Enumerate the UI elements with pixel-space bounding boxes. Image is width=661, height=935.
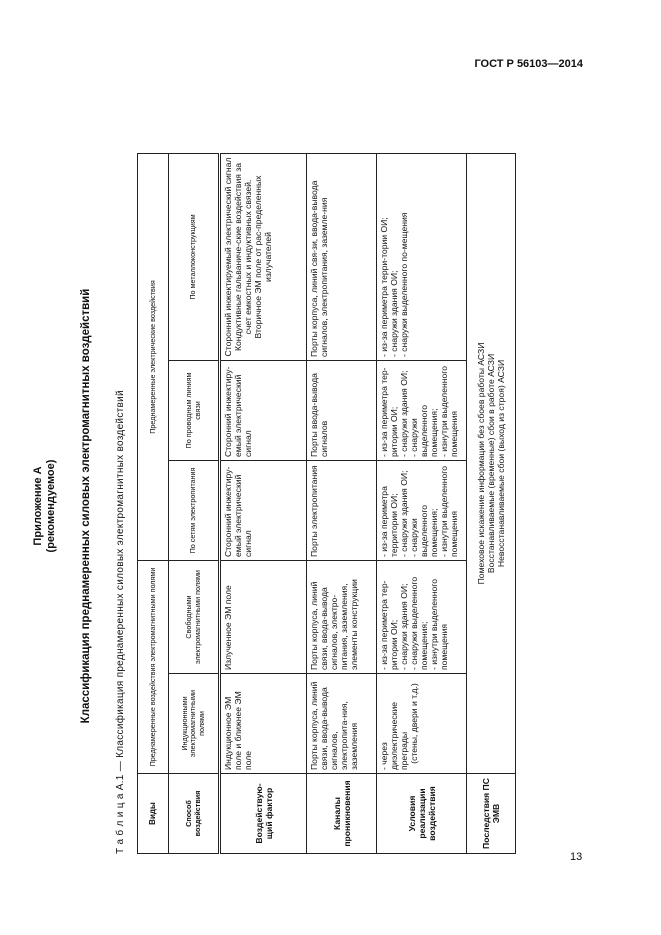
consequences-line: Помеховое искажение информации без сбоев работы АСЗИ xyxy=(476,342,486,585)
consequences-line: Восстанавливаемые (временные) сбои в работе АСЗИ xyxy=(486,353,496,574)
page-number: 13 xyxy=(570,851,583,863)
cell-factor-power: Сторонний инжектиру-емый электрический сигнал xyxy=(220,461,307,561)
header-group-em: Преднамеренные воздействия электромагнитными полями xyxy=(138,561,169,774)
conditions-line: - из-за периметра терри-тории ОИ; xyxy=(379,217,389,357)
conditions-line: - изнутри выделенного помещения xyxy=(439,366,459,457)
factor-metal-line: Кондуктивные гальваниче-ские воздействия за счет емкостных и индуктивных связей. xyxy=(233,162,253,352)
header-group-el: Преднамеренные электрические воздействия xyxy=(138,153,169,560)
header-power: По сетям электропитания xyxy=(169,461,220,561)
conditions-line: - снаружи выделенного по-мещения xyxy=(399,212,409,357)
header-sposob: Способ воздействия xyxy=(169,774,220,854)
cell-channels-lines: Порты ввода-вывода сигналов xyxy=(307,361,377,461)
cell-conditions-metal xyxy=(377,153,467,360)
cell-channels-free: Порты корпуса, линий связи, ввода-вывода сигналов, электро-питания, заземления, элементы конструкции xyxy=(307,561,377,674)
cell-channels-induction: Порты корпуса, линий связи, ввода-вывода сигналов, электропита-ния, заземления xyxy=(307,674,377,774)
row-label-consequences: Последствия ПС ЭМВ xyxy=(467,774,516,854)
conditions-line: - снаружи здания ОИ; xyxy=(399,370,409,457)
classification-table xyxy=(137,153,516,854)
header-induction: Индукционными электромагнитными полями xyxy=(169,674,220,774)
cell-channels-metal: Порты корпуса, линий свя-зи, ввода-вывода сигналов, электропитания, заземле-ния xyxy=(307,153,377,360)
header-metal: По металлоконструкциям xyxy=(169,153,220,360)
conditions-line: - изнутри выделенного помещения xyxy=(429,579,449,670)
conditions-line: - из-за периметра тер-ритории ОИ; xyxy=(379,580,399,670)
conditions-line: - через диэлектрические преграды xyxy=(379,701,409,770)
conditions-line: - снаружи здания ОИ; xyxy=(389,270,399,357)
appendix-subtitle: (рекомендуемое) xyxy=(45,459,57,553)
row-label-conditions: Условия реализации воздействия xyxy=(377,774,467,854)
cell-conditions-induction xyxy=(377,674,467,774)
header-free: Свободными электромагнитными полями xyxy=(169,561,220,674)
standard-number: ГОСТ Р 56103—2014 xyxy=(474,58,583,70)
cell-conditions-free xyxy=(377,561,467,674)
document-title: Классификация преднамеренных силовых электромагнитных воздействий xyxy=(80,288,92,724)
cell-channels-power: Порты электропитания xyxy=(307,461,377,561)
conditions-line: - снаружи здания ОИ; xyxy=(399,583,409,670)
conditions-line: - снаружи здания ОИ; xyxy=(399,470,409,557)
conditions-line: - из-за периметра территории ОИ; xyxy=(379,486,399,557)
cell-conditions-power xyxy=(377,461,467,561)
cell-factor-lines: Сторонний инжектиру-емый электрический сигнал xyxy=(220,361,307,461)
factor-metal-line: Сторонний инжектируемый электрический сигнал xyxy=(223,157,233,357)
conditions-line: - из-за периметра тер-ритории ОИ; xyxy=(379,367,399,457)
cell-consequences xyxy=(467,153,516,773)
header-vidy: Виды xyxy=(138,774,169,854)
conditions-line: - снаружи выделенного помещения; xyxy=(409,504,439,557)
conditions-line: (стены, двери и т.д.) xyxy=(409,683,419,764)
table-caption: Т а б л и ц а А.1 — Классификация преднамеренных силовых электромагнитных воздействий xyxy=(115,390,126,854)
conditions-line: - изнутри выделенного помещения xyxy=(439,466,459,557)
conditions-line: - снаружи выделенного помещения; xyxy=(409,404,439,457)
consequences-line: Невосстанавливаемые сбои (выход из строя) АСЗИ xyxy=(496,359,506,568)
cell-factor-induction: Индукционное ЭМ поле и ближнее ЭМ поле xyxy=(220,674,307,774)
appendix-title: Приложение А xyxy=(32,466,44,546)
appendix-heading xyxy=(32,148,58,864)
cell-factor-metal xyxy=(220,153,307,360)
conditions-line: - снаружи выделенного помещения; xyxy=(409,576,429,670)
header-lines: По проводным линиям связи xyxy=(169,361,220,461)
factor-metal-line: Вторичное ЭМ поле от рас-пределенных излучателей xyxy=(253,175,273,339)
rotated-page-content xyxy=(18,148,514,864)
cell-factor-free: Излученное ЭМ поле xyxy=(220,561,307,674)
row-label-factor: Воздействую-щий фактор xyxy=(220,774,307,854)
row-label-channels: Каналы проникновения xyxy=(307,774,377,854)
cell-conditions-lines xyxy=(377,361,467,461)
